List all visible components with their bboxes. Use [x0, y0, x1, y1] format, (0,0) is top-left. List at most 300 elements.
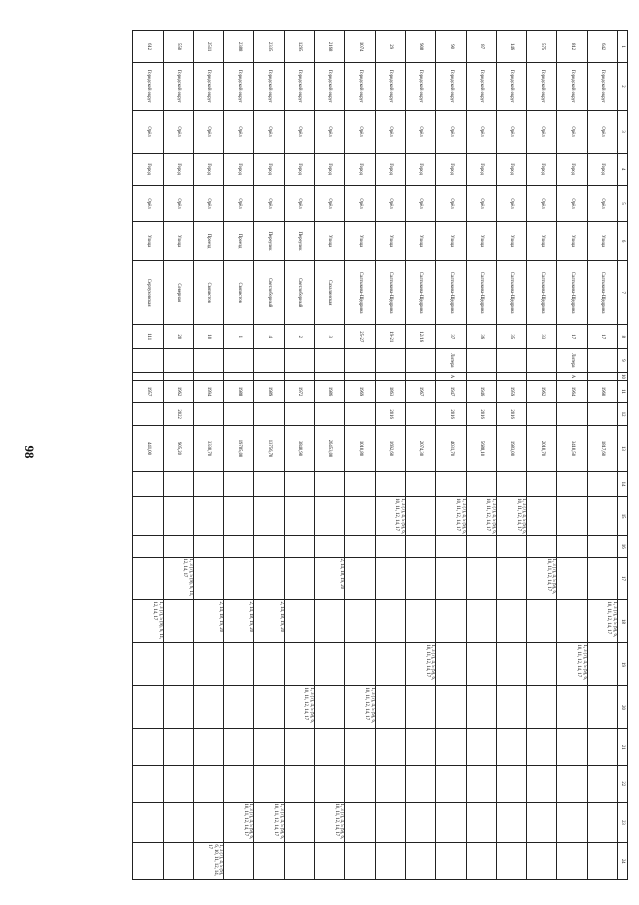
table-row	[345, 31, 375, 880]
table-cell: Городской округ	[315, 63, 345, 110]
table-row	[254, 31, 284, 880]
table-cell: Городской округ	[163, 63, 193, 110]
table-cell	[193, 729, 223, 766]
table-cell: 1692,60	[375, 426, 405, 471]
table-cell	[345, 802, 375, 843]
table-cell	[133, 471, 163, 497]
table-cell: Город	[405, 153, 435, 185]
table-cell	[315, 600, 345, 643]
table-cell: 1962	[527, 381, 557, 402]
table-cell: 26453,00	[315, 426, 345, 471]
table-cell: 1, 3 (7), 4, 5 (9), 6, 10, 11, 12, 14, 17	[224, 802, 254, 843]
table-cell	[133, 536, 163, 557]
table-cell	[557, 536, 587, 557]
table-cell: 2010,70	[527, 426, 557, 471]
table-cell	[345, 643, 375, 686]
table-cell	[345, 765, 375, 802]
table-cell	[193, 349, 223, 373]
table-cell: Улица	[587, 222, 617, 261]
table-cell	[133, 497, 163, 536]
table-cell	[496, 729, 526, 766]
table-cell	[587, 843, 617, 880]
table-cell	[224, 402, 254, 426]
table-cell	[436, 536, 466, 557]
table-cell	[527, 643, 557, 686]
table-cell	[315, 843, 345, 880]
table-row	[284, 31, 314, 880]
table-cell	[254, 686, 284, 729]
table-cell	[466, 729, 496, 766]
table-cell	[254, 402, 284, 426]
table-cell: Орёл	[315, 185, 345, 222]
table-cell: Орёл	[557, 110, 587, 153]
table-cell	[496, 557, 526, 600]
table-cell	[436, 729, 466, 766]
table-cell: Проезд	[224, 222, 254, 261]
table-cell: 1, 3 (7), 4, 5 (9), 6, 10, 11, 12, 14, 17	[587, 600, 617, 643]
table-cell	[587, 802, 617, 843]
table-cell: 12/16	[405, 325, 435, 349]
table-cell	[224, 372, 254, 381]
table-cell: Городской округ	[224, 63, 254, 110]
table-cell	[587, 349, 617, 373]
table-cell: 1983,00	[496, 426, 526, 471]
table-cell	[496, 802, 526, 843]
table-cell	[436, 843, 466, 880]
table-cell: 4	[254, 325, 284, 349]
table-cell	[284, 557, 314, 600]
table-cell	[163, 765, 193, 802]
table-cell: Светлоборный	[284, 260, 314, 324]
table-cell: 1, 3 (7), 5 (9), 6, 11, 12, 14, 17	[133, 600, 163, 643]
table-cell: 1, 3 (7), 4, 5 (9), 6, 10, 11, 12, 14, 17	[284, 686, 314, 729]
column-number: 17	[618, 557, 628, 600]
table-cell: 1962	[163, 381, 193, 402]
table-cell: Городской округ	[436, 63, 466, 110]
table-cell: Салтыкова-Щедрина	[557, 260, 587, 324]
table-cell: Орёл	[193, 185, 223, 222]
table-cell: 25-27	[345, 325, 375, 349]
table-cell	[284, 643, 314, 686]
table-cell: 441,00	[133, 426, 163, 471]
table-cell: А	[436, 372, 466, 381]
table-cell	[466, 843, 496, 880]
table-cell	[527, 600, 557, 643]
table-cell	[254, 471, 284, 497]
table-cell: Город	[587, 153, 617, 185]
table-cell	[254, 536, 284, 557]
table-cell: 10	[193, 325, 223, 349]
table-cell: Город	[496, 153, 526, 185]
table-cell	[345, 349, 375, 373]
column-number: 22	[618, 765, 628, 802]
table-cell	[587, 686, 617, 729]
table-cell: 2016	[375, 402, 405, 426]
table-cell	[405, 372, 435, 381]
table-cell: 19785,00	[224, 426, 254, 471]
table-cell: 1, 3 (7), 4, 5 (9), 6, 10, 11, 12, 14, 17	[496, 497, 526, 536]
table-cell: Улица	[315, 222, 345, 261]
table-cell: Городской округ	[284, 63, 314, 110]
table-cell: 19-21	[375, 325, 405, 349]
table-cell: 33	[527, 325, 557, 349]
table-cell	[163, 843, 193, 880]
table-cell	[405, 536, 435, 557]
column-number: 3	[618, 110, 628, 153]
column-number-row	[618, 31, 628, 880]
table-cell: 1817,60	[587, 426, 617, 471]
table-cell	[163, 471, 193, 497]
table-row	[405, 31, 435, 880]
table-cell	[284, 471, 314, 497]
table-cell	[496, 600, 526, 643]
table-cell	[193, 802, 223, 843]
table-cell: 36	[466, 325, 496, 349]
table-cell: Городской округ	[405, 63, 435, 110]
table-cell: Орёл	[436, 110, 466, 153]
table-cell	[315, 497, 345, 536]
table-cell	[527, 497, 557, 536]
table-cell: 2388	[224, 31, 254, 63]
table-cell: Город	[163, 153, 193, 185]
table-cell: 905,20	[163, 426, 193, 471]
table-cell	[587, 471, 617, 497]
table-cell	[496, 765, 526, 802]
rotated-table-area	[85, 30, 628, 880]
table-cell: 35	[496, 325, 526, 349]
table-cell: Салтыкова-Щедрина	[405, 260, 435, 324]
table-cell: Городской округ	[557, 63, 587, 110]
table-cell: 3330,70	[193, 426, 223, 471]
table-cell	[133, 843, 163, 880]
table-cell	[345, 729, 375, 766]
table-cell: 146	[496, 31, 526, 63]
table-cell	[315, 402, 345, 426]
table-cell: Городской округ	[375, 63, 405, 110]
table-cell	[557, 600, 587, 643]
table-cell: 1960	[587, 381, 617, 402]
table-cell: Городской округ	[193, 63, 223, 110]
table-cell: 2, 14, 18, 19, 20	[224, 600, 254, 643]
table-cell: Улица	[557, 222, 587, 261]
table-cell	[375, 729, 405, 766]
table-cell	[193, 536, 223, 557]
table-cell: 3	[315, 325, 345, 349]
table-cell	[284, 802, 314, 843]
table-cell: 1	[224, 325, 254, 349]
table-cell	[375, 557, 405, 600]
table-cell	[224, 349, 254, 373]
column-number: 9	[618, 349, 628, 373]
table-cell	[375, 536, 405, 557]
table-cell	[163, 686, 193, 729]
table-cell	[587, 765, 617, 802]
table-cell: Салтыкова-Щедрина	[496, 260, 526, 324]
table-cell: Орёл	[436, 185, 466, 222]
table-cell: Орёл	[133, 185, 163, 222]
table-cell	[436, 686, 466, 729]
column-number: 14	[618, 471, 628, 497]
table-cell: 2511	[193, 31, 223, 63]
table-cell: Литера	[436, 349, 466, 373]
table-cell	[193, 557, 223, 600]
table-cell: Орёл	[466, 110, 496, 153]
table-cell: 1989	[254, 381, 284, 402]
table-cell: Город	[375, 153, 405, 185]
table-cell	[193, 686, 223, 729]
table-cell: 1295	[284, 31, 314, 63]
table-cell	[284, 600, 314, 643]
table-cell: Связистов	[224, 260, 254, 324]
table-cell	[254, 497, 284, 536]
table-cell: Орёл	[496, 185, 526, 222]
table-cell	[496, 843, 526, 880]
table-cell	[405, 729, 435, 766]
table-cell	[557, 402, 587, 426]
table-cell: Салтыкова-Щедрина	[466, 260, 496, 324]
table-cell: Северная	[163, 260, 193, 324]
table-cell	[587, 372, 617, 381]
table-cell	[375, 372, 405, 381]
table-cell	[284, 536, 314, 557]
table-cell	[224, 497, 254, 536]
table-row	[587, 31, 617, 880]
column-number: 15	[618, 497, 628, 536]
table-cell	[345, 402, 375, 426]
table-row	[375, 31, 405, 880]
table-cell: Переулок	[284, 222, 314, 261]
table-cell	[466, 536, 496, 557]
table-cell: Город	[254, 153, 284, 185]
table-cell	[527, 349, 557, 373]
table-cell	[133, 802, 163, 843]
column-number: 16	[618, 536, 628, 557]
table-cell	[163, 643, 193, 686]
table-cell: Улица	[405, 222, 435, 261]
column-number: 11	[618, 381, 628, 402]
table-cell: 17	[557, 325, 587, 349]
table-cell	[557, 802, 587, 843]
table-cell	[527, 372, 557, 381]
table-cell: 13756,70	[254, 426, 284, 471]
table-cell	[375, 643, 405, 686]
table-wrapper	[85, 30, 628, 880]
column-number: 2	[618, 63, 628, 110]
table-cell: Городской округ	[133, 63, 163, 110]
table-row	[315, 31, 345, 880]
table-cell	[345, 471, 375, 497]
table-cell: Орёл	[284, 110, 314, 153]
table-cell	[345, 843, 375, 880]
table-cell	[224, 765, 254, 802]
table-row	[527, 31, 557, 880]
table-cell: 2, 14, 18, 19, 20	[315, 557, 345, 600]
table-cell: Город	[315, 153, 345, 185]
table-cell	[496, 471, 526, 497]
table-cell: 1, 3 (7), 4, 5 (9), 6, 10, 11, 12, 14, 17	[375, 497, 405, 536]
table-cell	[466, 686, 496, 729]
table-row	[557, 31, 587, 880]
column-number: 6	[618, 222, 628, 261]
table-cell: Орёл	[557, 185, 587, 222]
table-cell: Город	[133, 153, 163, 185]
table-cell: 3410,50	[557, 426, 587, 471]
table-cell	[496, 536, 526, 557]
table-cell	[557, 471, 587, 497]
table-cell	[315, 765, 345, 802]
table-cell	[557, 729, 587, 766]
table-cell: 1969	[345, 381, 375, 402]
table-cell: Орёл	[254, 110, 284, 153]
table-cell	[587, 643, 617, 686]
table-cell: Светлоборный	[254, 260, 284, 324]
table-cell	[466, 643, 496, 686]
table-cell	[527, 471, 557, 497]
table-cell	[133, 643, 163, 686]
table-cell: 90	[436, 31, 466, 63]
table-cell	[133, 557, 163, 600]
table-cell	[133, 765, 163, 802]
table-cell	[466, 600, 496, 643]
column-number: 18	[618, 600, 628, 643]
table-cell: 29	[375, 31, 405, 63]
table-cell: Город	[345, 153, 375, 185]
table-row	[163, 31, 193, 880]
table-cell: 550	[163, 31, 193, 63]
table-cell: 2168	[315, 31, 345, 63]
table-cell: Городской округ	[466, 63, 496, 110]
table-cell	[163, 802, 193, 843]
table-cell: 1959	[496, 381, 526, 402]
table-row	[224, 31, 254, 880]
table-cell: Сахалинская	[315, 260, 345, 324]
table-cell	[436, 765, 466, 802]
table-cell	[375, 349, 405, 373]
table-cell	[466, 557, 496, 600]
table-cell: Орёл	[527, 185, 557, 222]
column-number: 13	[618, 426, 628, 471]
table-cell: 1, 3 (7), 4, 5 (9), 6, 10, 11, 12, 14, 17	[557, 643, 587, 686]
table-cell	[375, 471, 405, 497]
table-cell: Улица	[466, 222, 496, 261]
table-cell	[315, 471, 345, 497]
table-cell	[557, 497, 587, 536]
table-cell	[587, 729, 617, 766]
table-cell	[527, 536, 557, 557]
table-cell: 812	[557, 31, 587, 63]
table-cell	[345, 372, 375, 381]
table-cell	[224, 729, 254, 766]
table-cell: 20	[163, 325, 193, 349]
table-cell: 1967	[405, 381, 435, 402]
table-cell: 1946	[466, 381, 496, 402]
table-cell: Улица	[527, 222, 557, 261]
table-cell: Орёл	[345, 110, 375, 153]
table-cell: 1994	[193, 381, 223, 402]
table-cell: Орёл	[405, 185, 435, 222]
table-cell	[587, 497, 617, 536]
table-cell: Городской округ	[496, 63, 526, 110]
table-cell	[375, 765, 405, 802]
table-cell: 1988	[224, 381, 254, 402]
table-cell	[193, 372, 223, 381]
table-cell	[254, 765, 284, 802]
table-cell: 87	[466, 31, 496, 63]
table-cell	[496, 372, 526, 381]
table-cell: 1, 3 (7), 4, 5 (9), 6, 10, 11, 12, 14, 17	[315, 802, 345, 843]
table-cell	[466, 372, 496, 381]
table-cell	[133, 686, 163, 729]
table-cell: 642	[587, 31, 617, 63]
table-row	[466, 31, 496, 880]
table-cell: Улица	[375, 222, 405, 261]
page-number: 98	[22, 445, 37, 459]
table-cell	[527, 686, 557, 729]
column-number: 7	[618, 260, 628, 324]
table-cell	[375, 686, 405, 729]
table-cell: Орёл	[587, 185, 617, 222]
table-cell: 612	[133, 31, 163, 63]
table-cell: Проезд	[193, 222, 223, 261]
table-cell	[405, 802, 435, 843]
table-cell: Орёл	[224, 110, 254, 153]
table-cell	[436, 802, 466, 843]
table-cell: Городской округ	[345, 63, 375, 110]
table-cell	[436, 471, 466, 497]
table-cell	[466, 802, 496, 843]
table-cell: Орёл	[375, 110, 405, 153]
table-cell	[315, 372, 345, 381]
table-cell	[405, 843, 435, 880]
table-cell	[587, 402, 617, 426]
table-cell: 1074	[345, 31, 375, 63]
column-number: 8	[618, 325, 628, 349]
table-cell	[224, 643, 254, 686]
table-cell: 37	[436, 325, 466, 349]
column-number: 12	[618, 402, 628, 426]
table-cell	[224, 843, 254, 880]
table-cell	[193, 402, 223, 426]
table-cell: 111	[133, 325, 163, 349]
table-cell: 1964	[557, 381, 587, 402]
table-cell: Городской округ	[254, 63, 284, 110]
table-cell: Город	[436, 153, 466, 185]
table-cell	[284, 349, 314, 373]
table-row	[193, 31, 223, 880]
table-cell: 2016	[436, 402, 466, 426]
table-cell: Орёл	[224, 185, 254, 222]
table-cell: 1, 3 (7), 4, 5 (9), 6, 10, 11, 12, 14, 17	[345, 686, 375, 729]
table-cell: 2022	[163, 402, 193, 426]
table-cell	[405, 349, 435, 373]
table-cell: 3840,90	[284, 426, 314, 471]
table-cell: 2335	[254, 31, 284, 63]
table-cell: 1, 3 (7), 4, 5 (9), 6, 10, 11, 12, 14, 17	[405, 643, 435, 686]
table-cell: 1, 3 (7), 4, 5 (9), 6, 10, 11, 12, 14, 17	[527, 557, 557, 600]
table-cell	[284, 729, 314, 766]
table-cell	[315, 536, 345, 557]
column-number: 23	[618, 802, 628, 843]
table-cell	[496, 686, 526, 729]
table-cell: 1957	[133, 381, 163, 402]
column-number: 4	[618, 153, 628, 185]
table-cell	[284, 843, 314, 880]
table-cell: 1010,80	[345, 426, 375, 471]
table-cell: 2	[284, 325, 314, 349]
table-cell	[527, 729, 557, 766]
column-number: 19	[618, 643, 628, 686]
table-cell	[193, 765, 223, 802]
